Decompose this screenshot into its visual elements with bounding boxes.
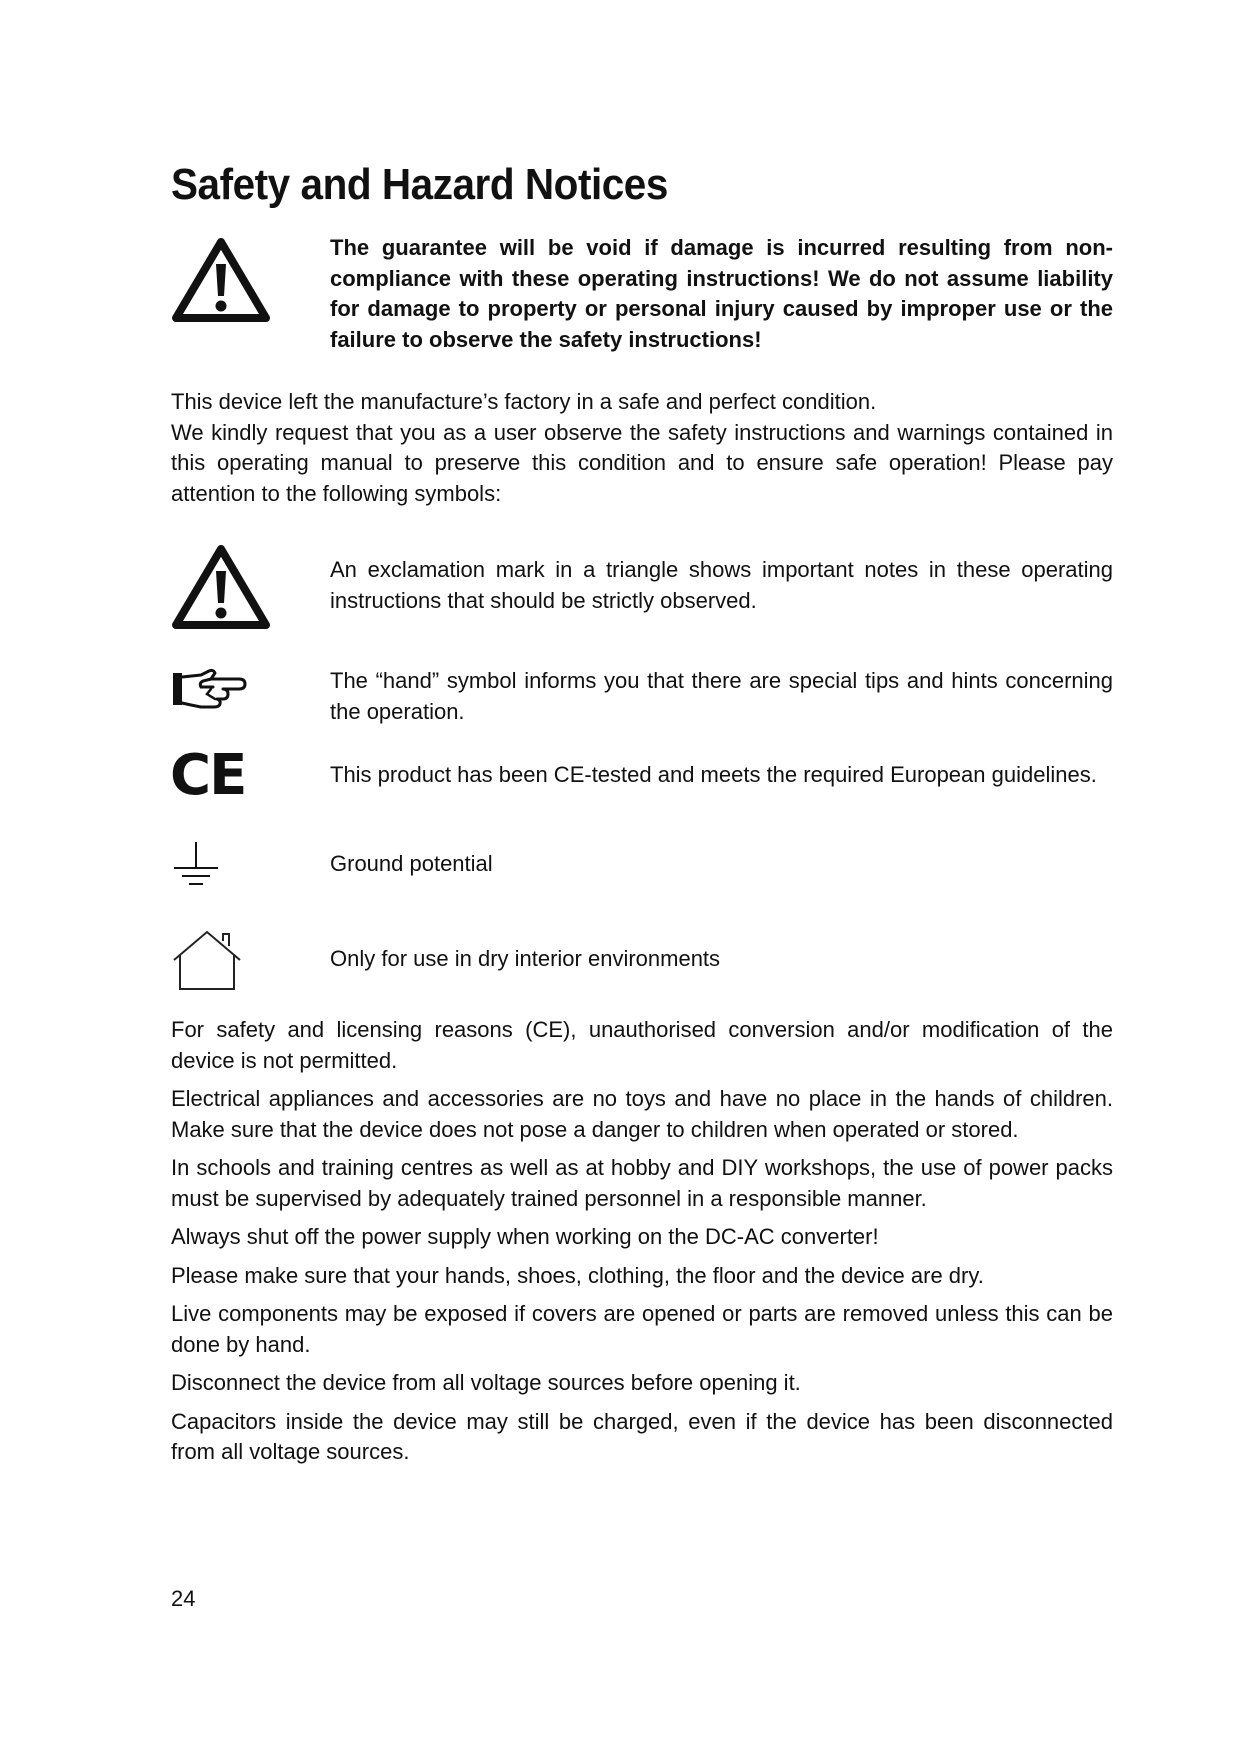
warning-triangle-icon — [171, 236, 271, 329]
symbol-description-warning: An exclamation mark in a triangle shows important notes in these operating instructions that should be strictly observed. — [330, 557, 1113, 613]
page-title: Safety and Hazard Notices — [171, 160, 668, 209]
safety-paragraph: Always shut off the power supply when working on the DC-AC converter! — [171, 1224, 879, 1249]
symbol-description-ground: Ground potential — [330, 851, 493, 876]
page-number: 24 — [171, 1586, 196, 1611]
intro-line-1: This device left the manufacture’s factory in a safe and perfect condition. — [171, 389, 877, 414]
safety-paragraph: Please make sure that your hands, shoes, clothing, the floor and the device are dry. — [171, 1262, 984, 1288]
safety-paragraph: In schools and training centres as well as at hobby and DIY workshops, the use of power packs must be supervised by adequately trained personnel in a responsible manner. — [171, 1155, 1113, 1211]
ce-mark-icon — [170, 743, 246, 808]
ground-icon — [171, 840, 221, 895]
safety-paragraph: Disconnect the device from all voltage sources before opening it. — [171, 1370, 801, 1395]
guarantee-notice: The guarantee will be void if damage is incurred resulting from non-compliance with these operating instructions! We do not assume liability for damage to property or personal injury caused by improper use or the failure to observe the safety instructions! — [330, 235, 1113, 352]
safety-paragraph: Capacitors inside the device may still be charged, even if the device has been disconnected from all voltage sources. — [171, 1408, 1113, 1464]
safety-paragraphs — [171, 1015, 1113, 1476]
symbol-description-house: Only for use in dry interior environments — [330, 946, 721, 971]
symbol-description-ce: This product has been CE-tested and meets the required European guidelines. — [330, 762, 1097, 787]
warning-triangle-icon — [171, 543, 271, 636]
house-icon — [171, 928, 243, 997]
symbol-description-hand: The “hand” symbol informs you that there are special tips and hints concerning the operation. — [330, 668, 1113, 724]
intro-line-2: We kindly request that you as a user observe the safety instructions and warnings contained in this operating manual to preserve this condition and to ensure safe operation! Please pay attention to the following symbols: — [171, 419, 1113, 506]
safety-paragraph: Electrical appliances and accessories are no toys and have no place in the hands of children. Make sure that the device does not pose a danger to children when operated or stored. — [171, 1086, 1113, 1142]
safety-paragraph: Live components may be exposed if covers are opened or parts are removed unless this can be done by hand. — [171, 1301, 1113, 1357]
safety-paragraph: For safety and licensing reasons (CE), unauthorised conversion and/or modification of the device is not permitted. — [171, 1017, 1113, 1073]
intro-text — [171, 387, 1113, 509]
pointing-hand-icon — [171, 667, 249, 716]
ce-mark-label: CE — [170, 743, 246, 808]
